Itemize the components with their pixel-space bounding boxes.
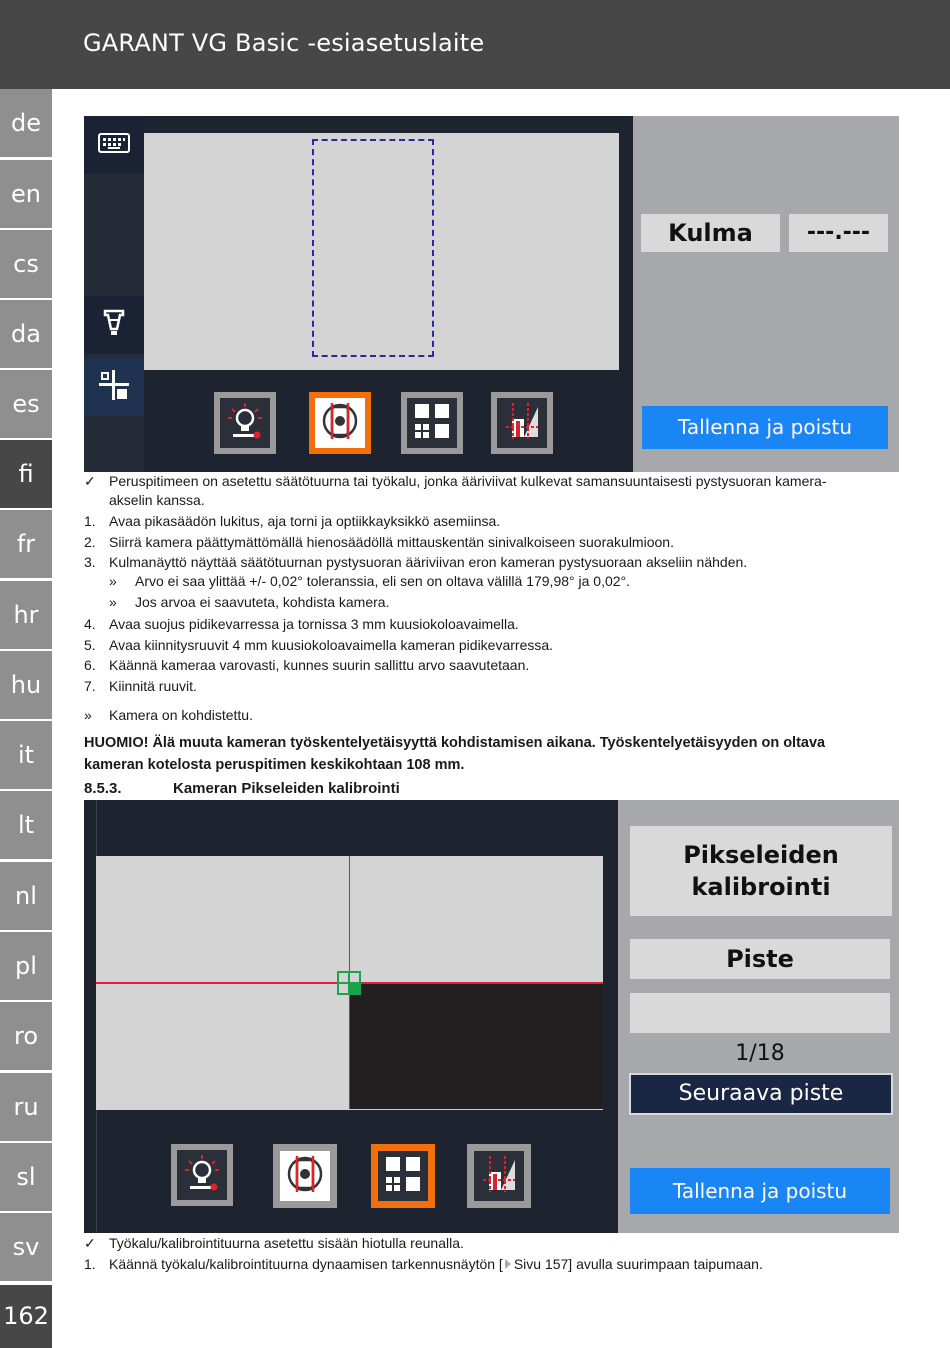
substep-mark: » bbox=[109, 594, 117, 610]
keyboard-icon bbox=[98, 131, 130, 160]
substep-mark: » bbox=[109, 573, 117, 589]
step-text: Avaa kiinnitysruuvit 4 mm kuusiokoloavaimella kameran pidikevarressa. bbox=[109, 637, 554, 653]
calibration-panel bbox=[618, 800, 899, 1233]
pixel-calibration-screenshot bbox=[84, 800, 899, 1233]
step-number: 6. bbox=[84, 657, 96, 673]
step-text: Avaa pikasäädön lukitus, aja torni ja optiikkayksikkö asemiinsa. bbox=[109, 513, 501, 529]
calibration-icon bbox=[479, 1154, 519, 1199]
page-number: 162 bbox=[0, 1285, 52, 1348]
angle-panel bbox=[633, 116, 899, 472]
lamp-holder-button[interactable] bbox=[84, 296, 144, 354]
keyboard-button[interactable] bbox=[84, 116, 144, 174]
calibration-title bbox=[630, 826, 892, 916]
step-text: Käännä kameraa varovasti, kunnes suurin sallittu arvo saavutetaan. bbox=[109, 657, 530, 673]
save-exit-button[interactable]: Tallenna ja poistu bbox=[630, 1168, 890, 1214]
step-number: 2. bbox=[84, 534, 96, 550]
camera-view[interactable] bbox=[96, 856, 603, 1110]
step-number: 4. bbox=[84, 616, 96, 632]
lang-tab-sv[interactable]: sv bbox=[0, 1213, 52, 1281]
lang-tab-nl[interactable]: nl bbox=[0, 862, 52, 930]
calibration-title-line1: Pikseleiden bbox=[683, 841, 839, 869]
lang-tab-hr[interactable]: hr bbox=[0, 581, 52, 649]
lang-tab-fi[interactable]: fi bbox=[0, 440, 52, 508]
calibration-icon bbox=[502, 401, 542, 446]
lang-tab-de[interactable]: de bbox=[0, 89, 52, 157]
page-header bbox=[0, 0, 950, 89]
substep-text: Arvo ei saa ylittää +/- 0,02° toleranssia, eli sen on oltava välillä 179,98° ja 0,02°. bbox=[135, 573, 631, 589]
step-number: 1. bbox=[84, 1256, 96, 1272]
substep-text: Jos arvoa ei saavuteta, kohdista kamera. bbox=[135, 594, 390, 610]
step-text-b: ] avulla suurimpaan taipumaan. bbox=[568, 1256, 763, 1272]
crosshair-tool-icon bbox=[97, 368, 131, 407]
lang-tab-ru[interactable]: ru bbox=[0, 1073, 52, 1141]
camera-focus-button[interactable] bbox=[273, 1144, 337, 1208]
canvas-baseline bbox=[96, 1109, 603, 1110]
section-number: 8.5.3. bbox=[84, 780, 122, 797]
point-label: Piste bbox=[630, 939, 890, 979]
lang-tab-cs[interactable]: cs bbox=[0, 230, 52, 298]
precondition-text-cont: akselin kanssa. bbox=[109, 492, 205, 508]
light-toggle-button[interactable] bbox=[214, 392, 276, 454]
check-mark: ✓ bbox=[84, 473, 96, 489]
light-bulb-icon bbox=[225, 401, 265, 446]
angle-label: Kulma bbox=[641, 214, 780, 252]
camera-focus-button[interactable] bbox=[309, 392, 371, 454]
screen-sidebar bbox=[84, 116, 144, 472]
page-title: GARANT VG Basic -esiasetuslaite bbox=[83, 29, 485, 57]
result-text: Kamera on kohdistettu. bbox=[109, 707, 253, 723]
calibration-button[interactable] bbox=[467, 1144, 531, 1208]
lang-tab-pl[interactable]: pl bbox=[0, 932, 52, 1000]
step-text: Kulmanäyttö näyttää säätötuurnan pystysuoran ääriviivan eron kameran pystysuoraan akseliin nähden. bbox=[109, 554, 748, 570]
grid-view-button[interactable] bbox=[371, 1144, 435, 1208]
calibration-title-line2: kalibrointi bbox=[691, 873, 831, 901]
next-point-button[interactable]: Seuraava piste bbox=[629, 1073, 893, 1115]
lang-tab-ro[interactable]: ro bbox=[0, 1002, 52, 1070]
lamp-holder-icon bbox=[101, 307, 127, 344]
step-text: Siirrä kamera päättymättömällä hienosäädöllä mittauskentän sinivalkoiseen suorakulmioon. bbox=[109, 534, 674, 550]
camera-focus-icon bbox=[320, 401, 360, 446]
result-mark: » bbox=[84, 707, 92, 723]
angle-value: ---.--- bbox=[789, 214, 888, 252]
lang-tab-sl[interactable]: sl bbox=[0, 1143, 52, 1211]
page-link-arrow-icon bbox=[505, 1259, 511, 1269]
step-text: Kiinnitä ruuvit. bbox=[109, 678, 197, 694]
step-text-a: Käännä työkalu/kalibrointituurna dynaamisen tarkennusnäytön [ bbox=[109, 1256, 503, 1272]
warning-text-cont: kameran kotelosta peruspitimen keskikohtaan 108 mm. bbox=[84, 757, 465, 773]
step-number: 1. bbox=[84, 513, 96, 529]
lang-tab-hu[interactable]: hu bbox=[0, 651, 52, 719]
save-exit-button[interactable]: Tallenna ja poistu bbox=[642, 406, 888, 449]
precondition-text: Työkalu/kalibrointituurna asetettu sisään hiotulla reunalla. bbox=[109, 1235, 464, 1251]
light-toggle-button[interactable] bbox=[171, 1144, 233, 1206]
step-number: 5. bbox=[84, 637, 96, 653]
calibration-edge-area bbox=[349, 983, 603, 1110]
lang-tab-lt[interactable]: lt bbox=[0, 791, 52, 859]
check-mark: ✓ bbox=[84, 1235, 96, 1251]
light-bulb-icon bbox=[182, 1153, 222, 1198]
grid-view-button[interactable] bbox=[401, 392, 463, 454]
lang-tab-es[interactable]: es bbox=[0, 370, 52, 438]
camera-view[interactable] bbox=[144, 133, 619, 370]
point-counter: 1/18 bbox=[735, 1041, 785, 1066]
grid-icon bbox=[412, 401, 452, 446]
step-text bbox=[109, 1254, 763, 1274]
measurement-rectangle bbox=[312, 139, 434, 357]
lang-tab-da[interactable]: da bbox=[0, 300, 52, 368]
warning-text: HUOMIO! Älä muuta kameran työskentelyetäisyyttä kohdistamisen aikana. Työskentelyetäisyyden on oltava bbox=[84, 735, 826, 751]
precondition-text: Peruspitimeen on asetettu säätötuurna tai työkalu, jonka ääriviivat kulkevat samansuuntaisesti pystysuoran kamera- bbox=[109, 473, 827, 489]
crosshair-tool-button[interactable] bbox=[84, 358, 144, 416]
page-link[interactable]: Sivu 157 bbox=[513, 1256, 569, 1272]
lang-tab-en[interactable]: en bbox=[0, 160, 52, 228]
calibration-button[interactable] bbox=[491, 392, 553, 454]
grid-icon bbox=[383, 1154, 423, 1199]
step-number: 7. bbox=[84, 678, 96, 694]
step-number: 3. bbox=[84, 554, 96, 570]
angle-alignment-screenshot bbox=[84, 116, 899, 472]
camera-focus-icon bbox=[285, 1154, 325, 1199]
step-text: Avaa suojus pidikevarressa ja tornissa 3 mm kuusiokoloavaimella. bbox=[109, 616, 519, 632]
section-title: Kameran Pikseleiden kalibrointi bbox=[173, 780, 400, 797]
lang-tab-it[interactable]: it bbox=[0, 721, 52, 789]
point-value-field[interactable] bbox=[630, 993, 890, 1033]
lang-tab-fr[interactable]: fr bbox=[0, 510, 52, 578]
target-marker-icon bbox=[337, 971, 361, 995]
